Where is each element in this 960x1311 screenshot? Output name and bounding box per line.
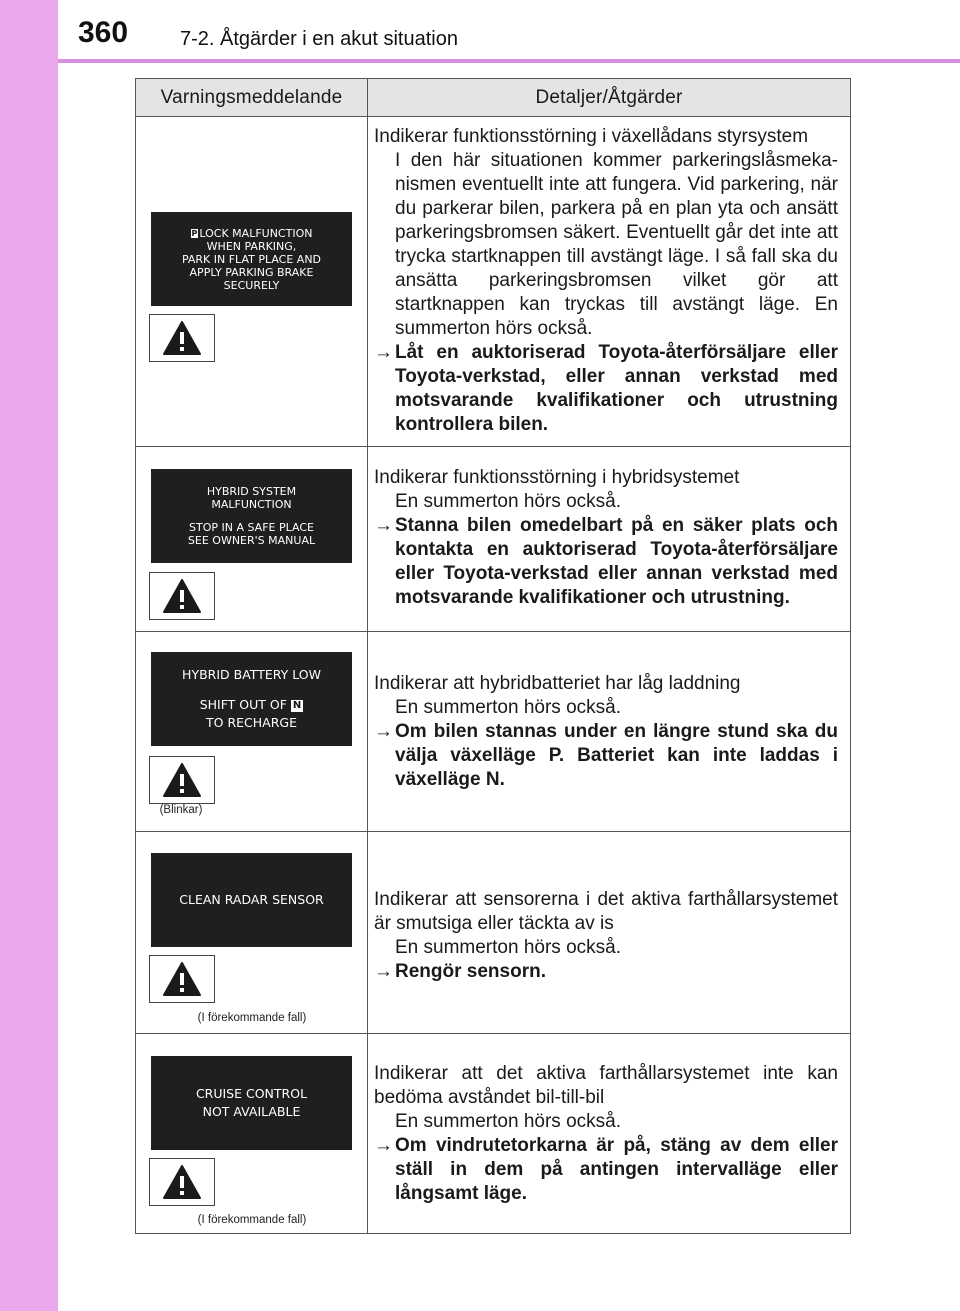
side-tab-strip xyxy=(0,0,58,1311)
details-cell xyxy=(368,117,851,447)
action-text: Rengör sensorn. xyxy=(395,961,546,982)
display-line: STOP IN A SAFE PLACE xyxy=(189,521,314,534)
warning-display xyxy=(151,212,352,306)
sub-description: En summerton hörs också. xyxy=(395,1111,621,1132)
display-line: TO RECHARGE xyxy=(206,715,297,730)
details-cell xyxy=(368,832,851,1034)
warning-triangle-icon xyxy=(149,572,215,620)
arrow-icon: → xyxy=(374,341,393,363)
display-line: SHIFT OUT OF xyxy=(199,697,287,712)
warning-table xyxy=(135,78,851,1234)
warning-triangle-icon xyxy=(149,756,215,804)
action-item xyxy=(374,720,838,792)
action-item xyxy=(374,514,838,610)
warning-triangle-icon xyxy=(149,955,215,1003)
section-title: 7-2. Åtgärder i en akut situation xyxy=(180,28,458,50)
warning-display xyxy=(151,652,352,746)
display-line: APPLY PARKING BRAKE xyxy=(189,265,314,279)
sub-description: En summerton hörs också. xyxy=(395,937,621,958)
availability-note: (I förekommande fall) xyxy=(197,1012,307,1024)
warning-display xyxy=(151,469,352,563)
column-header-details: Detaljer/Åtgärder xyxy=(368,79,851,117)
column-header-warning: Varningsmeddelande xyxy=(136,79,368,117)
sub-description: En summerton hörs också. xyxy=(395,697,621,718)
description: Indikerar funktionsstörning i hybridsystemet xyxy=(374,467,740,488)
warning-image-cell xyxy=(136,447,368,632)
display-line: NOT AVAILABLE xyxy=(202,1104,301,1119)
sub-description: I den här situationen kommer parkeringslåsmekanismen eventuellt inte att fungera. Vid parkering, när du parkerar bilen, parkera på en plan yta och ansätt parkeringsbromsen säkert. Eventuellt går det inte att trycka startknappen till avstängt läge. I så fall ska du ansätta parkeringsbromsen vilket gör att startknappen kan tryckas till avstängt läge. En summerton hörs också. xyxy=(395,149,838,339)
action-text: Om vindrutetorkarna är på, stäng av dem eller ställ in dem på antingen intervalläge eller långsamt läge. xyxy=(395,1135,838,1204)
warning-image-cell xyxy=(136,117,368,447)
blink-note: (Blinkar) xyxy=(159,804,203,816)
action-item xyxy=(374,1134,838,1206)
table-header-row xyxy=(136,79,851,117)
display-line: SEE OWNER'S MANUAL xyxy=(187,534,316,547)
arrow-icon: → xyxy=(374,1135,393,1156)
arrow-icon: → xyxy=(374,721,393,742)
action-item xyxy=(374,341,838,437)
display-line: PARK IN FLAT PLACE AND xyxy=(181,252,322,266)
action-text: Om bilen stannas under en längre stund ska du välja växelläge P. Batteriet kan inte laddas i växelläge N. xyxy=(395,721,838,790)
n-badge: N xyxy=(292,700,302,711)
description: Indikerar att sensorerna i det aktiva farthållarsystemet är smutsiga eller täckta av is xyxy=(374,889,838,934)
display-line: CLEAN RADAR SENSOR xyxy=(179,892,324,907)
details-cell xyxy=(368,1034,851,1234)
warning-image-cell xyxy=(136,1034,368,1234)
description: Indikerar att det aktiva farthållarsystemet inte kan bedöma avståndet bil-till-bil xyxy=(374,1063,838,1108)
display-line: CRUISE CONTROL xyxy=(195,1086,308,1101)
display-line: HYBRID BATTERY LOW xyxy=(182,667,321,682)
table-row xyxy=(136,1034,851,1234)
details-cell xyxy=(368,632,851,832)
warning-triangle-icon xyxy=(149,1158,215,1206)
display-line: SECURELY xyxy=(223,278,280,292)
page-number: 360 xyxy=(78,16,129,49)
display-line: HYBRID SYSTEM xyxy=(206,485,297,498)
action-text: Stanna bilen omedelbart på en säker plats och kontakta en auktoriserad Toyota-återförsäljare eller Toyota-verkstad eller annan verkstad med motsvarande kvalifikationer och utrustning. xyxy=(395,515,838,608)
warning-image-cell xyxy=(136,832,368,1034)
arrow-icon: → xyxy=(374,961,393,982)
warning-image-cell xyxy=(136,632,368,832)
arrow-icon: → xyxy=(374,515,393,536)
action-text: Låt en auktoriserad Toyota-återförsäljare eller Toyota-verkstad, eller annan verkstad med motsvarande kvalifikationer och utrustning kontrollera bilen. xyxy=(395,341,838,435)
p-badge: P xyxy=(191,228,198,238)
header-rule xyxy=(58,59,960,63)
action-item xyxy=(374,960,838,984)
warning-display xyxy=(151,1056,352,1150)
table-row xyxy=(136,447,851,632)
table-row xyxy=(136,117,851,447)
table-row xyxy=(136,832,851,1034)
display-line: MALFUNCTION xyxy=(211,498,292,511)
description: Indikerar att hybridbatteriet har låg laddning xyxy=(374,673,741,694)
details-cell xyxy=(368,447,851,632)
sub-description: En summerton hörs också. xyxy=(395,491,621,512)
warning-triangle-icon xyxy=(149,314,215,362)
table-row xyxy=(136,632,851,832)
availability-note: (I förekommande fall) xyxy=(197,1214,307,1226)
description: Indikerar funktionsstörning i växellådans styrsystem xyxy=(374,125,809,147)
display-line: WHEN PARKING, xyxy=(206,239,297,253)
display-line: LOCK MALFUNCTION xyxy=(199,226,313,240)
warning-display xyxy=(151,853,352,947)
